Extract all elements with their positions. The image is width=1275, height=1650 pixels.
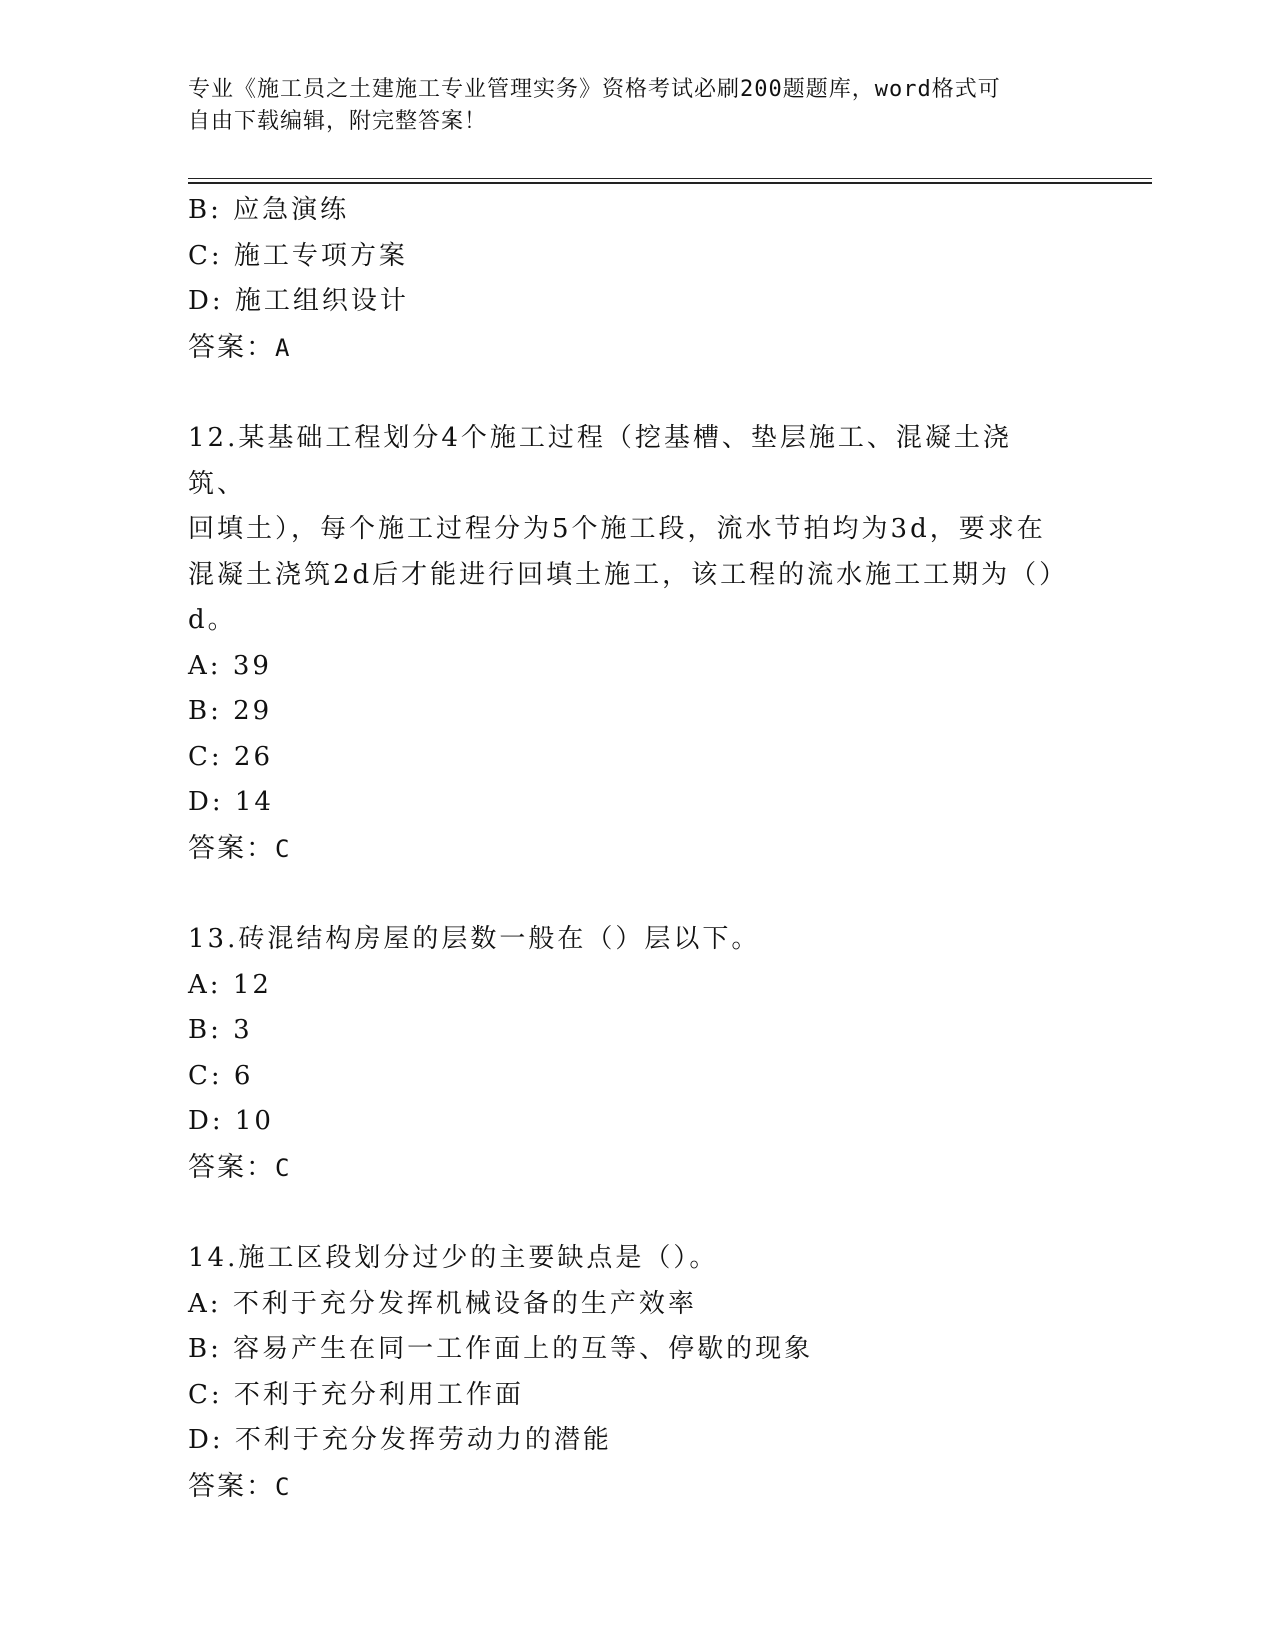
option-text: 26	[233, 741, 274, 772]
prev-question-block	[188, 188, 1068, 371]
option-key: C:	[188, 1060, 223, 1091]
option-b	[188, 188, 1068, 234]
header-line-2: 自由下载编辑，附完整答案！	[188, 109, 488, 134]
option-c	[188, 735, 1068, 781]
option-a	[188, 1282, 1068, 1328]
option-key: A:	[188, 1288, 222, 1319]
question-line: d。	[188, 605, 237, 635]
answer-label: 答案：	[188, 331, 275, 363]
option-text: 容易产生在同一工作面上的互等、停歇的现象	[233, 1334, 814, 1364]
header-rule-thick	[188, 182, 1152, 184]
option-text: 施工组织设计	[234, 286, 409, 316]
option-a	[188, 644, 1068, 690]
header-rule-thin	[188, 178, 1152, 179]
option-a	[188, 963, 1068, 1009]
option-b	[188, 689, 1068, 735]
option-key: C:	[188, 741, 223, 772]
option-text: 施工专项方案	[233, 240, 408, 271]
answer-line	[188, 1464, 1068, 1511]
answer-line	[188, 826, 1068, 873]
option-text: 29	[233, 696, 273, 726]
option-text: 不利于充分利用工作面	[233, 1379, 524, 1410]
question-line: 13.砖混结构房屋的层数一般在（）层以下。	[188, 924, 761, 954]
answer-label: 答案：	[188, 832, 275, 864]
option-key: A:	[188, 969, 222, 1000]
answer-label: 答案：	[188, 1151, 275, 1183]
option-key: B:	[188, 1015, 222, 1045]
question-line: 回填土），每个施工过程分为5个施工段，流水节拍均为3d，要求在	[188, 514, 1046, 544]
option-b	[188, 1008, 1068, 1054]
option-b	[188, 1327, 1068, 1373]
option-key: A:	[188, 650, 222, 681]
header-line-1: 专业《施工员之土建施工专业管理实务》资格考试必刷200题题库，word格式可	[188, 77, 1001, 102]
option-text: 不利于充分发挥机械设备的生产效率	[232, 1288, 697, 1319]
option-text: 6	[233, 1060, 254, 1091]
option-text: 应急演练	[233, 195, 350, 225]
option-d	[188, 780, 1068, 826]
option-key: D:	[188, 1106, 224, 1136]
option-c	[188, 1054, 1068, 1100]
answer-value: C	[275, 1153, 292, 1182]
option-d	[188, 1099, 1068, 1145]
option-text: 39	[232, 650, 272, 681]
answer-line	[188, 1145, 1068, 1192]
option-text: 3	[233, 1015, 253, 1045]
answer-label: 答案：	[188, 1470, 275, 1502]
option-key: B:	[188, 696, 222, 726]
question-line: 14.施工区段划分过少的主要缺点是（）。	[188, 1243, 719, 1273]
option-key: C:	[188, 1379, 223, 1410]
answer-value: C	[275, 834, 292, 863]
document-body	[188, 188, 1068, 1510]
option-key: D:	[188, 787, 224, 817]
option-key: B:	[188, 1334, 222, 1364]
question-14-block	[188, 1236, 1068, 1510]
option-c	[188, 234, 1068, 280]
option-key: D:	[188, 286, 224, 316]
option-key: D:	[188, 1425, 224, 1455]
option-text: 14	[234, 787, 274, 817]
option-key: C:	[188, 240, 223, 271]
option-key: B:	[188, 195, 222, 225]
option-text: 10	[234, 1106, 274, 1136]
option-d	[188, 1418, 1068, 1464]
option-d	[188, 279, 1068, 325]
question-line: 12.某基础工程划分4个施工过程（挖基槽、垫层施工、混凝土浇筑、	[188, 423, 1012, 499]
question-12-block	[188, 416, 1068, 872]
question-13-block	[188, 917, 1068, 1191]
question-line: 混凝土浇筑2d后才能进行回填土施工，该工程的流水施工工期为（）	[188, 559, 1069, 590]
answer-line	[188, 325, 1068, 372]
option-text: 不利于充分发挥劳动力的潜能	[234, 1425, 612, 1455]
answer-value: C	[275, 1472, 292, 1501]
option-c	[188, 1373, 1068, 1419]
document-header	[188, 74, 1068, 138]
answer-value: A	[275, 333, 292, 362]
option-text: 12	[232, 969, 272, 1000]
